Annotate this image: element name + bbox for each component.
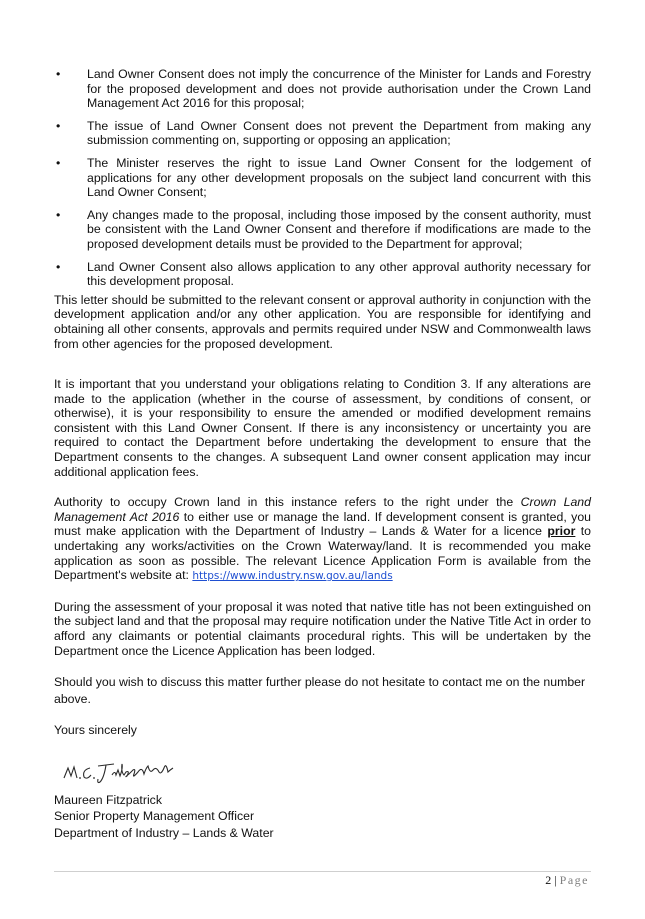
signatory-name: Maureen Fitzpatrick [54,792,162,807]
prior-emphasis: prior [547,524,576,539]
page-label: Page [559,873,589,887]
list-item [54,119,591,148]
signatory-department: Department of Industry – Lands & Water [54,825,274,840]
native-title-paragraph: During the assessment of your proposal it was noted that native title has not been extinguished on the subject land and that the proposal may require notification under the Native Title Act in order to afford any claimants or potential claimants procedural rights. This will be undertaken by the Department once the Licence Application has been lodged. [54,599,591,658]
authority-text-2: to either use or manage the land. If development consent is granted, you must make application with the Department of Industry – Lands & Water for a licence [54,509,591,539]
conditions-list [54,67,591,289]
submission-paragraph: This letter should be submitted to the relevant consent or approval authority in conjunction with the development application and/or any other application. You are responsible for identifying and obtaining all other consents, approvals and permits required under NSW and Commonwealth laws from other agencies for the proposed development. [54,292,591,351]
bullet-icon: • [56,259,61,274]
closing-salutation: Yours sincerely [54,723,137,738]
bullet-icon: • [56,155,61,170]
lands-website-link[interactable]: https://www.industry.nsw.gov.au/lands [192,570,393,583]
bullet-text: The Minister reserves the right to issue Land Owner Consent for the lodgement of applications for any other development proposals on the subject land concurrent with this Land Owner Consent; [87,155,591,200]
bullet-text: Land Owner Consent also allows application to any other approval authority necessary for this development proposal. [87,259,591,289]
bullet-icon: • [56,67,61,81]
bullet-icon: • [56,207,61,222]
list-item [54,156,591,200]
page-footer [545,873,589,888]
page-number: 2 [545,873,552,887]
bullet-text: Land Owner Consent does not imply the concurrence of the Minister for Lands and Forestry for the proposed development and does not provide authorisation under the Crown Land Management Act 2016 for this proposal; [87,67,591,111]
signatory-title: Senior Property Management Officer [54,809,255,824]
bullet-icon: • [56,118,61,133]
authority-paragraph [54,495,591,584]
authority-text-1: Authority to occupy Crown land in this instance refers to the right under the [54,495,521,510]
condition-paragraph: It is important that you understand your obligations relating to Condition 3. If any alterations are made to the application (whether in the course of assessment, by conditions of consent, or otherwise), it is your responsibility to ensure the amended or modified development remains consistent with this Land Owner Consent. If there is any inconsistency or uncertainty you are required to contact the Department before undertaking the development to ensure that the Department consents to the changes. A subsequent Land owner consent application may incur additional application fees. [54,377,591,479]
act-name: Crown Land Management Act 2016 [54,495,591,524]
list-item [54,260,591,289]
footer-divider [54,871,591,872]
letter-body [54,67,591,841]
list-item [54,67,591,111]
signature-block [54,792,591,842]
list-item [54,208,591,252]
bullet-text: The issue of Land Owner Consent does not prevent the Department from making any submission commenting on, supporting or opposing an application; [87,118,591,148]
page-separator: | [554,873,557,887]
bullet-text: Any changes made to the proposal, including those imposed by the consent authority, must be consistent with the Land Owner Consent and therefore if modifications are made to the proposed development details must be provided to the Department for approval; [87,207,591,251]
authority-text-3: to undertaking any works/activities on the Crown Waterway/land. It is recommended you make application as soon as possible. The relevant Licence Application Form is available from the Department's website at: [54,524,591,583]
signature-image [60,748,591,786]
contact-paragraph: Should you wish to discuss this matter further please do not hesitate to contact me on the number above. [54,675,586,707]
signature-icon [60,748,210,786]
